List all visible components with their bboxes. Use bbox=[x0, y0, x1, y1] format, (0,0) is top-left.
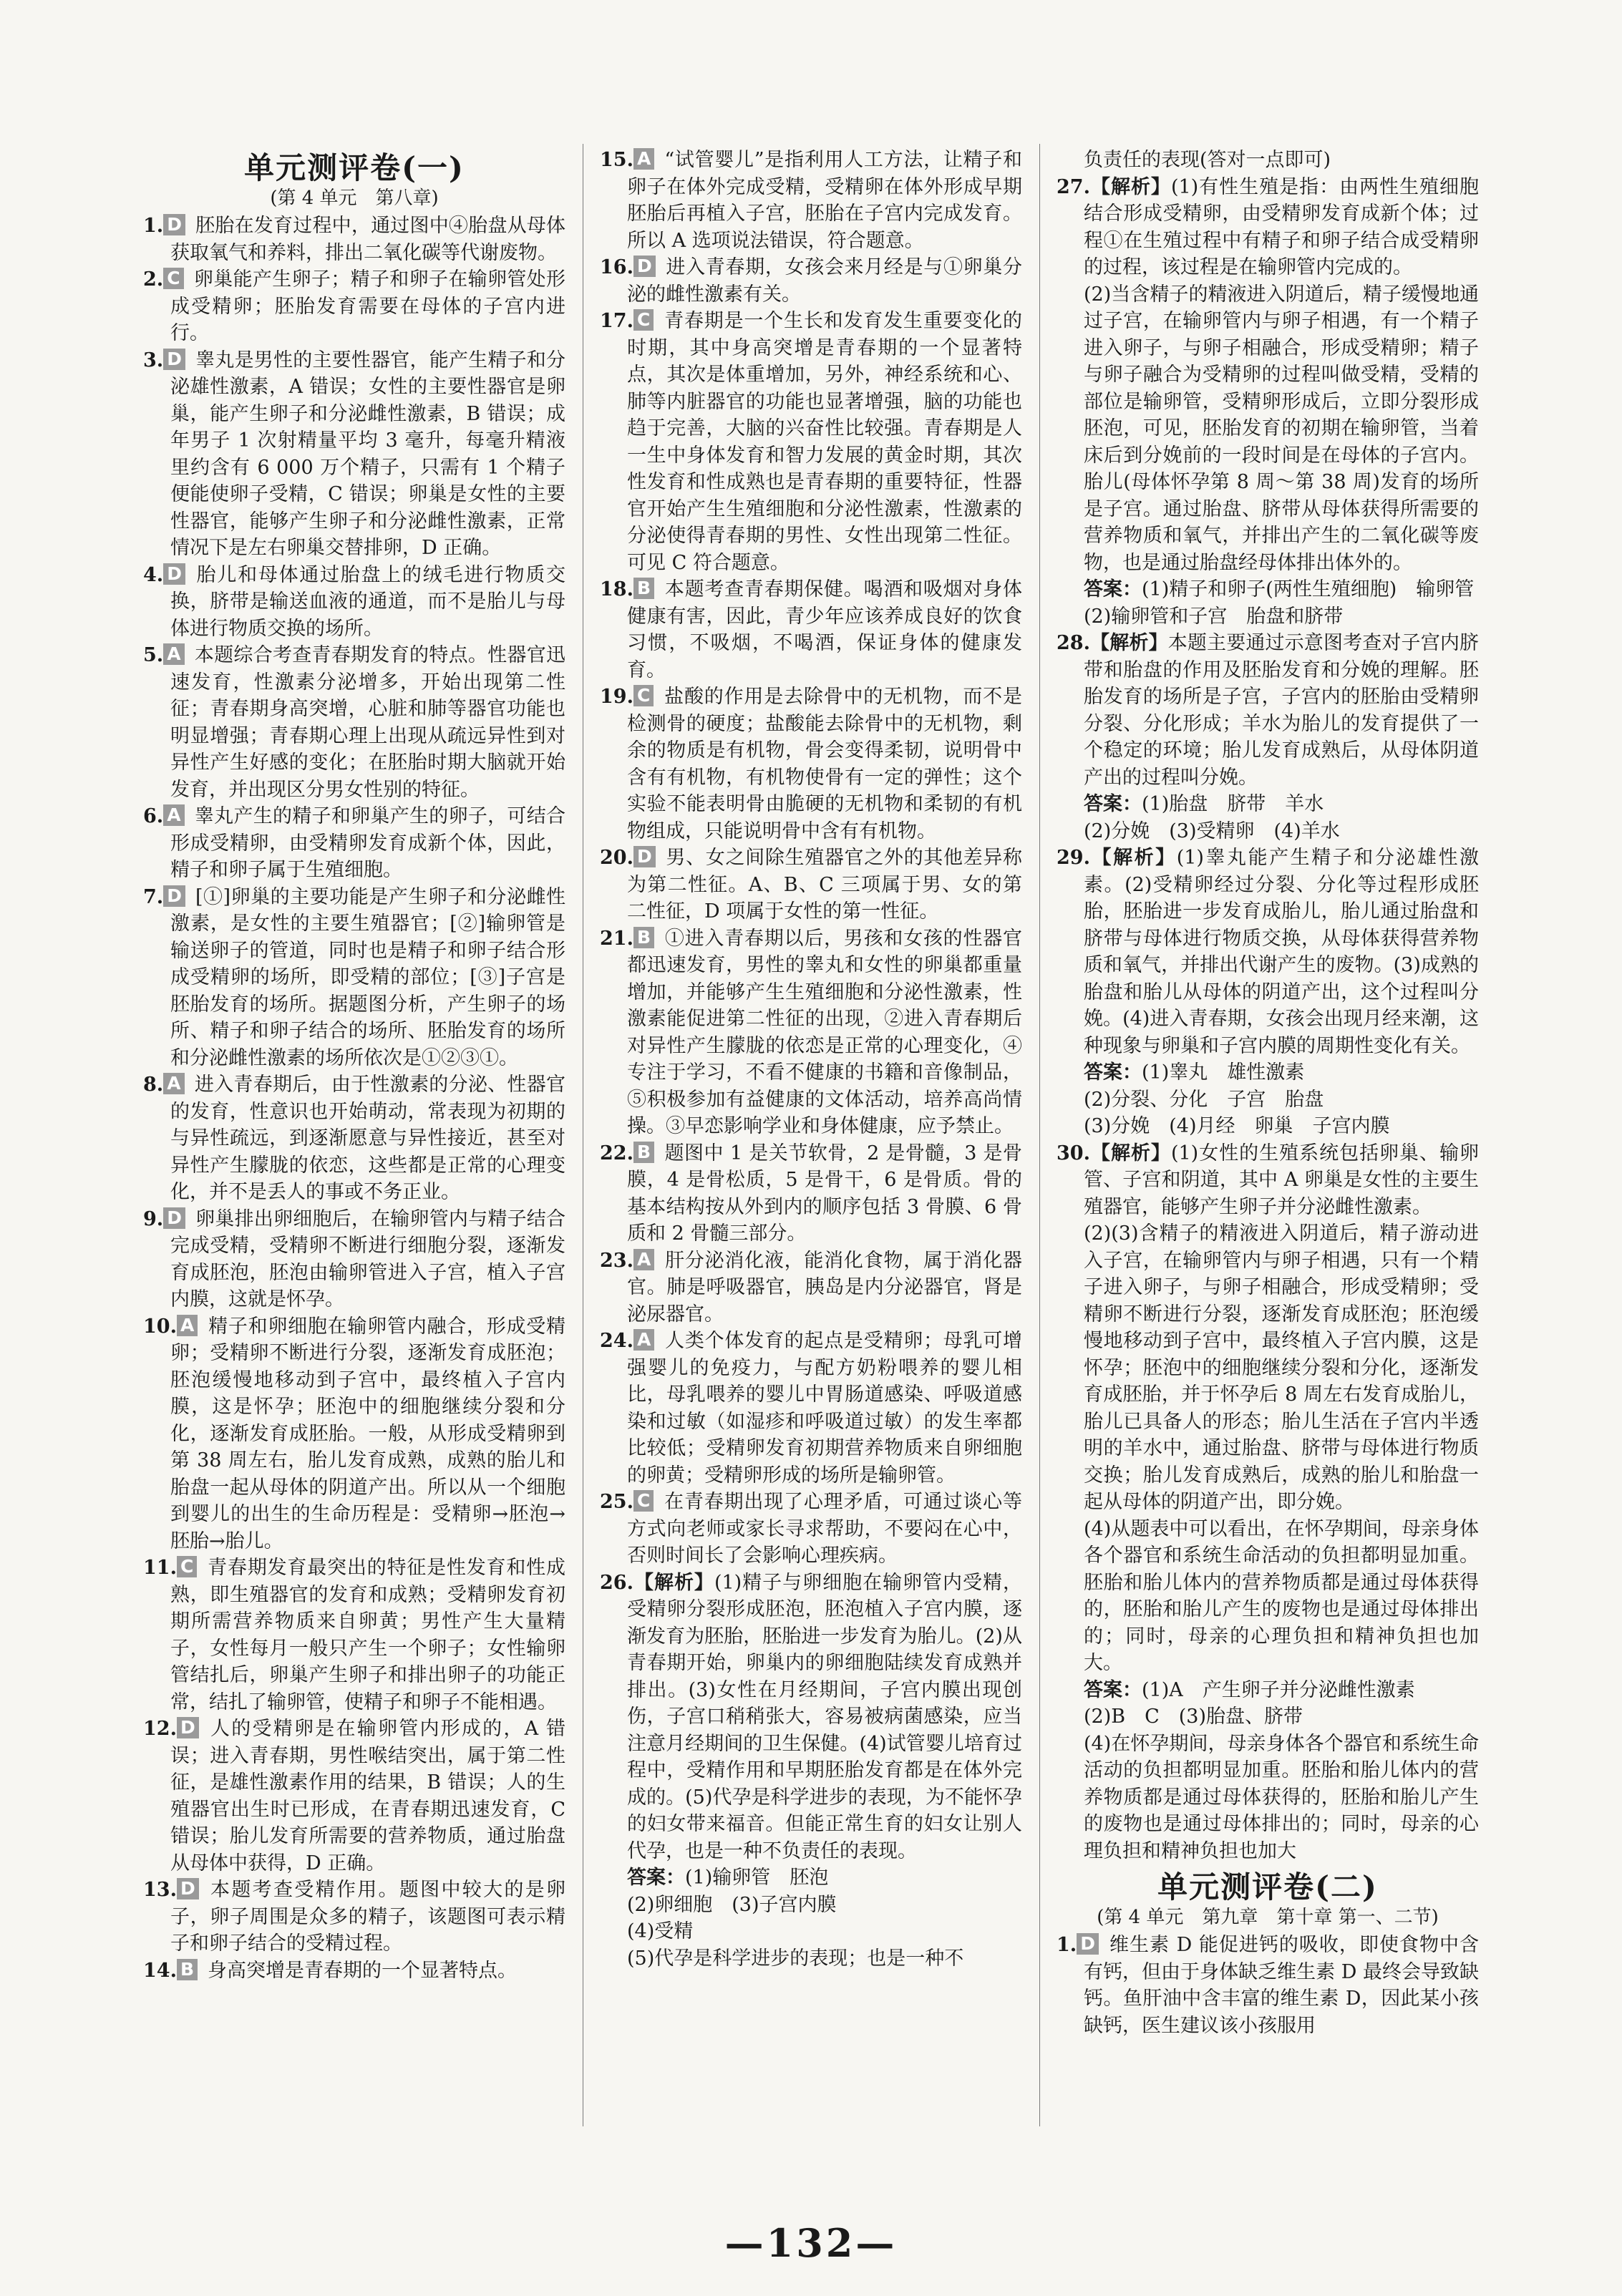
question-number: 9. bbox=[143, 1207, 164, 1230]
explanation-text: (1)女性的生殖系统包括卵巢、输卵管、子宫和阴道，其中 A 卵巢是女性的主要生殖器官，能够产生卵子并分泌雌性激素。 bbox=[1084, 1142, 1479, 1218]
question-item bbox=[143, 266, 565, 347]
question-item bbox=[600, 925, 1022, 1140]
answer-label: 答案： bbox=[1084, 793, 1142, 815]
answer-choice-badge: C bbox=[163, 268, 183, 289]
explanation-text: 题图中 1 是关节软骨，2 是骨髓，3 是骨膜，4 是骨松质，5 是骨干，6 是骨质。骨的基本结构按从外到内的顺序包括 3 骨膜、6 骨质和 2 骨髓三部分。 bbox=[627, 1142, 1022, 1245]
question-item bbox=[143, 1206, 565, 1313]
answer-choice-badge: B bbox=[633, 578, 654, 599]
answer-text: (1)睾丸 雄性激素 bbox=[1142, 1061, 1305, 1084]
question-item bbox=[600, 1570, 1022, 1865]
question-number: 2. bbox=[143, 268, 164, 291]
paragraph: (2)当含精子的精液进入阴道后，精子缓慢地通过子宫，在输卵管内与卵子相遇，有一个精子进入卵子，与卵子相融合，形成受精卵；精子与卵子融合为受精卵的过程叫做受精，受精的部位是输卵管，受精卵形成后，立即分裂形成胚泡，可见，胚胎发育的初期在输卵管，当着床后到分娩前的一段时间是在母体的子宫内。胎儿(母体怀孕第 8 周～第 38 周)发育的场所是子宫。通过胎盘、脐带从母体获得所需要的营养物质和氧气，并排出产生的二氧化碳等废物，也是通过胎盘经母体排出体外的。 bbox=[1084, 283, 1479, 574]
question-number: 28. bbox=[1057, 632, 1090, 654]
question-number: 30. bbox=[1057, 1142, 1090, 1164]
question-item bbox=[143, 642, 565, 803]
explanation-text: 肝分泌消化液，能消化食物，属于消化器官。肺是呼吸器官，胰岛是内分泌器官，肾是泌尿器官。 bbox=[627, 1249, 1022, 1325]
answer-label: 答案： bbox=[1084, 1061, 1142, 1084]
answer-choice-badge: B bbox=[177, 1959, 198, 1980]
explanation-text: 青春期是一个生长和发育发生重要变化的时期，其中身高突增是青春期的一个显著特点，其次是体重增加，另外，神经系统和心、肺等内脏器官的功能也显著增强，脑的功能也趋于完善，大脑的兴奋性比较强。青春期是人一生中身体发育和智力发展的黄金时期，其次性发育和性成熟也是青春期的重要特征，性器官开始产生生殖细胞和分泌性激素，性激素的分泌使得青春期的男性、女性出现第二性征。可见 C 符合题意。 bbox=[627, 310, 1022, 574]
explanation-text: 本题考查青春期保健。喝酒和吸烟对身体健康有害，因此，青少年应该养成良好的饮食习惯，不吸烟，不喝酒，保证身体的健康发育。 bbox=[627, 578, 1022, 681]
answer-choice-badge: D bbox=[177, 1717, 199, 1738]
answer-choice-badge: D bbox=[1077, 1933, 1099, 1955]
section-subtitle-2: (第 4 单元 第九章 第十章 第一、二节) bbox=[1097, 1907, 1439, 1928]
explanation-text: 卵巢能产生卵子；精子和卵子在输卵管处形成受精卵；胚胎发育需要在母体的子宫内进行。 bbox=[170, 268, 565, 344]
question-number: 29. bbox=[1057, 847, 1090, 869]
analysis-tag: 【解析】 bbox=[1089, 175, 1171, 198]
explanation-text: [①]卵巢的主要功能是产生卵子和分泌雌性激素，是女性的主要生殖器官；[②]输卵管是输送卵子的管道，同时也是精子和卵子结合形成受精卵的场所，即受精的部位；[③]子宫是胚胎发育的场所。据题图分析，产生卵子的场所、精子和卵子结合的场所、胚胎发育的场所和分泌雌性激素的场所依次是①②③①。 bbox=[170, 885, 565, 1069]
answer-choice-badge: D bbox=[177, 1878, 199, 1899]
answer-list bbox=[143, 213, 565, 1984]
question-item bbox=[143, 562, 565, 643]
answer-label: 答案： bbox=[1084, 1678, 1142, 1701]
answer-choice-badge: B bbox=[633, 927, 654, 948]
question-number: 25. bbox=[600, 1491, 633, 1513]
answer-choice-badge: A bbox=[177, 1315, 198, 1336]
question-item bbox=[143, 1555, 565, 1716]
answer-label: 答案： bbox=[1084, 578, 1142, 600]
section-title-2: 单元测评卷(二) bbox=[1157, 1869, 1378, 1905]
question-number: 18. bbox=[600, 578, 633, 600]
answer-text: (1)精子和卵子(两性生殖细胞) 输卵管 bbox=[1142, 578, 1475, 600]
answer-choice-badge: A bbox=[633, 1249, 654, 1270]
question-item bbox=[143, 1716, 565, 1877]
question-item bbox=[600, 308, 1022, 576]
answer-block bbox=[600, 1864, 1022, 1972]
answer-choice-badge: D bbox=[163, 885, 185, 907]
explanation-text: 维生素 D 能促进钙的吸收，即使食物中含有钙，但由于身体缺乏维生素 D 最终会导致缺钙。鱼肝油中含丰富的维生素 D，因此某小孩缺钙，医生建议该小孩服用 bbox=[1084, 1934, 1479, 2037]
answer-line: (4)受精 bbox=[627, 1920, 694, 1942]
question-number: 13. bbox=[143, 1879, 177, 1901]
question-number: 12. bbox=[143, 1718, 177, 1740]
question-number: 7. bbox=[143, 885, 164, 908]
answer-choice-badge: C bbox=[177, 1556, 197, 1577]
explanation-text: (1)有性生殖是指：由两性生殖细胞结合形成受精卵，由受精卵发育成新个体；过程①在生殖过程中有精子和卵子结合成受精卵的过程，该过程是在输卵管内完成的。 bbox=[1084, 175, 1479, 278]
question-item bbox=[143, 213, 565, 266]
paragraph: (2)(3)含精子的精液进入阴道后，精子游动进入子宫，在输卵管内与卵子相遇，只有一个精子进入卵子，与卵子相融合，形成受精卵；受精卵不断进行分裂，逐渐发育成胚泡；胚泡缓慢地移动到子宫中，最终植入子宫内膜，这是怀孕；胚泡中的细胞继续分裂和分化，逐渐发育成胚胎，并于怀孕后 8 周左右发育成胎儿，胎儿已具备人的形态；胎儿生活在子宫内半透明的羊水中，通过胎盘、脐带与母体进行物质交换；胎儿发育成熟后，成熟的胎儿和胎盘一起从母体的阴道产出，即分娩。 bbox=[1084, 1222, 1479, 1513]
answer-line bbox=[1057, 576, 1479, 603]
explanation-text: 男、女之间除生殖器官之外的其他差异称为第二性征。A、B、C 三项属于男、女的第二性征，D 项属于女性的第一性征。 bbox=[627, 847, 1022, 923]
answer-choice-badge: C bbox=[633, 1490, 654, 1512]
explanation-text: 进入青春期，女孩会来月经是与①卵巢分泌的雌性激素有关。 bbox=[627, 256, 1022, 306]
answer-choice-badge: D bbox=[163, 214, 185, 235]
question-item bbox=[143, 347, 565, 562]
explanation-text: 精子和卵细胞在输卵管内融合，形成受精卵；受精卵不断进行分裂，逐渐发育成胚泡；胚泡缓慢地移动到子宫中，最终植入子宫内膜，这是怀孕；胚泡中的细胞继续分裂和分化，逐渐发育成胚胎。一般，从形成受精卵到第 38 周左右，胎儿发育成熟，成熟的胎儿和胎盘一起从母体的阴道产出。所以从一个细胞到婴儿的出生的生命历程是：受精卵→胚泡→胚胎→胎儿。 bbox=[170, 1315, 565, 1552]
question-item bbox=[143, 884, 565, 1072]
question-item bbox=[600, 684, 1022, 845]
answer-choice-badge: C bbox=[633, 309, 654, 331]
answer-choice-badge: A bbox=[163, 643, 184, 665]
question-number: 6. bbox=[143, 805, 164, 827]
question-number: 21. bbox=[600, 927, 633, 950]
answer-line: (2)输卵管和子宫 胎盘和脐带 bbox=[1084, 605, 1344, 628]
question-number: 5. bbox=[143, 644, 164, 666]
explanation-text: 睾丸产生的精子和卵巢产生的卵子，可结合形成受精卵，由受精卵发育成新个体，因此，精子和卵子属于生殖细胞。 bbox=[170, 805, 565, 881]
column-divider bbox=[1039, 144, 1040, 2126]
question-number: 17. bbox=[600, 310, 633, 332]
explanation-text: 睾丸是男性的主要性器官，能产生精子和分泌雄性激素，A 错误；女性的主要性器官是卵巢，能产生卵子和分泌雌性激素，B 错误；成年男子 1 次射精量平均 3 毫升，每毫升精液里约含有 6 000 万个精子，只需有 1 个精子便能使卵子受精，C 错误；卵巢是女性的主要性器官，能够产生卵子和分泌雌性激素，正常情况下是左右卵巢交替排卵，D 正确。 bbox=[170, 349, 565, 559]
explanation-text: 人类个体发育的起点是受精卵；母乳可增强婴儿的免疫力，与配方奶粉喂养的婴儿相比，母乳喂养的婴儿中胃肠道感染、呼吸道感染和过敏（如湿疹和呼吸道过敏）的发生率都比较低；受精卵发育初期营养物质来自卵细胞的卵黄；受精卵形成的场所是输卵管。 bbox=[627, 1330, 1022, 1487]
question-number: 10. bbox=[143, 1315, 177, 1338]
answer-list bbox=[600, 147, 1022, 1864]
answer-choice-badge: D bbox=[633, 846, 656, 867]
answer-line bbox=[1057, 791, 1479, 818]
answer-choice-badge: D bbox=[163, 349, 185, 370]
analysis-tag: 【解析】 bbox=[633, 1571, 714, 1594]
answer-line: (2)B C (3)胎盘、脐带 bbox=[1084, 1706, 1303, 1728]
answer-list bbox=[1057, 174, 1479, 1865]
answer-line: (3)分娩 (4)月经 卵巢 子宫内膜 bbox=[1084, 1115, 1390, 1137]
question-item bbox=[1057, 174, 1479, 281]
answer-line: (2)分裂、分化 子宫 胎盘 bbox=[1084, 1088, 1324, 1111]
answer-line bbox=[600, 1864, 1022, 1892]
question-number: 8. bbox=[143, 1074, 164, 1096]
explanation-text: 人的受精卵是在输卵管内形成的，A 错误；进入青春期，男性喉结突出，属于第二性征，是雄性激素作用的结果，B 错误；人的生殖器官出生时已形成，在青春期迅速发育，C 错误；胎儿发育所需要的营养物质，通过胎盘从母体中获得，D 正确。 bbox=[170, 1718, 565, 1874]
question-number: 26. bbox=[600, 1571, 633, 1594]
question-number: 19. bbox=[600, 686, 633, 708]
question-item bbox=[600, 1247, 1022, 1328]
answer-choice-badge: A bbox=[633, 148, 654, 170]
analysis-tag: 【解析】 bbox=[1089, 847, 1177, 869]
answer-choice-badge: D bbox=[163, 563, 185, 585]
explanation-text: 盐酸的作用是去除骨中的无机物，而不是检测骨的硬度；盐酸能去除骨中的无机物，剩余的物质是有机物，骨会变得柔韧，说明骨中含有有机物，有机物使骨有一定的弹性；这个实验不能表明骨由脆硬的无机物和柔韧的有机物组成，只能说明骨中含有有机物。 bbox=[627, 686, 1022, 842]
question-item bbox=[1057, 845, 1479, 1059]
question-item bbox=[143, 1877, 565, 1957]
question-item bbox=[143, 1071, 565, 1206]
question-item bbox=[600, 576, 1022, 684]
question-number: 4. bbox=[143, 563, 164, 586]
explanation-text: (1)睾丸能产生精子和分泌雄性激素。(2)受精卵经过分裂、分化等过程形成胚胎，胚胎进一步发育成胎儿，胎儿通过胎盘和脐带与母体进行物质交换，从母体获得营养物质和氧气，并排出代谢产生的废物。(3)成熟的胎盘和胎儿从母体的阴道产出，这个过程叫分娩。(4)进入青春期，女孩会出现月经来潮，这种现象与卵巢和子宫内膜的周期性变化有关。 bbox=[1084, 847, 1479, 1057]
question-item bbox=[600, 1140, 1022, 1247]
explanation-text: 胎儿和母体通过胎盘上的绒毛进行物质交换，脐带是输送血液的通道，而不是胎儿与母体进行物质交换的场所。 bbox=[170, 563, 565, 640]
question-item bbox=[600, 1489, 1022, 1570]
question-number: 20. bbox=[600, 847, 633, 869]
answer-choice-badge: A bbox=[163, 1073, 184, 1094]
answer-line bbox=[1057, 1677, 1479, 1704]
answer-line: (2)分娩 (3)受精卵 (4)羊水 bbox=[1084, 819, 1340, 842]
question-number: 1. bbox=[143, 215, 164, 237]
paragraph: (4)从题表中可以看出，在怀孕期间，母亲身体各个器官和系统生命活动的负担都明显加重。胚胎和胎儿体内的营养物质都是通过母体获得的，胚胎和胎儿产生的废物也是通过母体排出的；同时，母亲的心理负担和精神负担也加大。 bbox=[1084, 1517, 1479, 1674]
question-item bbox=[143, 803, 565, 884]
page-body bbox=[143, 147, 1479, 2129]
explanation-text: 在青春期出现了心理矛盾，可通过谈心等方式向老师或家长寻求帮助，不要闷在心中，否则时间长了会影响心理疾病。 bbox=[627, 1491, 1022, 1567]
answer-text: (1)A 产生卵子并分泌雌性激素 bbox=[1142, 1678, 1415, 1701]
question-number: 23. bbox=[600, 1249, 633, 1272]
question-number: 24. bbox=[600, 1330, 633, 1352]
explanation-text: “试管婴儿”是指利用人工方法，让精子和卵子在体外完成受精，受精卵在体外形成早期胚胎后再植入子宫，胚胎在子宫内完成发育。所以 A 选项说法错误，符合题意。 bbox=[627, 149, 1022, 252]
explanation-text: 本题综合考查青春期发育的特点。性器官迅速发育，性激素分泌增多，开始出现第二性征；青春期身高突增，心脏和肺等器官功能也明显增强；青春期心理上出现从疏远异性到对异性产生好感的变化；在胚胎时期大脑就开始发育，并出现区分男女性别的特征。 bbox=[170, 644, 565, 801]
column-left bbox=[143, 147, 565, 2129]
continued-text: 负责任的表现(答对一点即可) bbox=[1084, 149, 1331, 171]
question-number: 3. bbox=[143, 349, 164, 371]
explanation-text: 本题主要通过示意图考查对子宫内脐带和胎盘的作用及胚胎发育和分娩的理解。胚胎发育的场所是子宫，子宫内的胚胎由受精卵分裂、分化形成；羊水为胎儿的发育提供了一个稳定的环境；胎儿发育成熟后，从母体阴道产出的过程叫分娩。 bbox=[1084, 632, 1479, 789]
explanation-text: 本题考查受精作用。题图中较大的是卵子，卵子周围是众多的精子，该题图可表示精子和卵子结合的受精过程。 bbox=[170, 1879, 565, 1955]
analysis-tag: 【解析】 bbox=[1089, 1142, 1171, 1164]
answer-label: 答案： bbox=[627, 1867, 685, 1889]
answer-line: (4)在怀孕期间，母亲身体各个器官和系统生命活动的负担都明显加重。胚胎和胎儿体内的营养物质都是通过母体获得的，胚胎和胎儿产生的废物也是通过母体排出的；同时，母亲的心理负担和精神负担也加大 bbox=[1084, 1732, 1479, 1862]
explanation-text: (1)精子与卵细胞在输卵管内受精，受精卵分裂形成胚泡，胚泡植入子宫内膜，逐渐发育为胚胎，胚胎进一步发育为胎儿。(2)从青春期开始，卵巢内的卵细胞陆续发育成熟并排出。(3)女性在月经期间，子宫内膜出现创伤，子宫口稍稍张大，容易被病菌感染，应当注意月经期间的卫生保健。(4)试管婴儿培育过程中，受精作用和早期胚胎发育都是在体外完成的。(5)代孕是科学进步的表现，为不能怀孕的妇女带来福音。但能正常生育的妇女让别人代孕，也是一种不负责任的表现。 bbox=[627, 1571, 1022, 1862]
answer-line: (5)代孕是科学进步的表现；也是一种不 bbox=[627, 1947, 964, 1970]
answer-choice-badge: A bbox=[163, 804, 184, 826]
question-item bbox=[600, 254, 1022, 308]
question-item bbox=[1057, 1932, 1479, 2039]
answer-choice-badge: B bbox=[633, 1142, 654, 1163]
answer-text: (1)输卵管 胚泡 bbox=[685, 1867, 829, 1889]
question-item bbox=[1057, 1140, 1479, 1221]
explanation-text: 胚胎在发育过程中，通过图中④胎盘从母体获取氧气和养料，排出二氧化碳等代谢废物。 bbox=[170, 215, 565, 264]
question-item bbox=[600, 147, 1022, 254]
question-item bbox=[600, 845, 1022, 925]
answer-choice-badge: C bbox=[633, 685, 654, 706]
explanation-text: ①进入青春期以后，男孩和女孩的性器官都迅速发育，男性的睾丸和女性的卵巢都重量增加，并能够产生生殖细胞和分泌性激素，性激素能促进第二性征的出现，②进入青春期后对异性产生朦胧的依恋是正常的心理变化，④专注于学习，不看不健康的书籍和音像制品，⑤积极参加有益健康的文体活动，培养高尚情操。③早恋影响学业和身体健康，应予禁止。 bbox=[627, 927, 1022, 1137]
question-number: 27. bbox=[1057, 175, 1090, 198]
answer-choice-badge: D bbox=[163, 1207, 185, 1229]
answer-list-2 bbox=[1057, 1932, 1479, 2039]
explanation-text: 卵巢排出卵细胞后，在输卵管内与精子结合完成受精，受精卵不断进行细胞分裂，逐渐发育成胚泡，胚泡由输卵管进入子宫，植入子宫内膜，这就是怀孕。 bbox=[170, 1207, 565, 1310]
answer-choice-badge: A bbox=[633, 1329, 654, 1351]
question-number: 11. bbox=[143, 1557, 177, 1579]
section-subtitle: (第 4 单元 第八章) bbox=[270, 188, 439, 209]
explanation-text: 青春期发育最突出的特征是性发育和性成熟，即生殖器官的发育和成熟；受精卵发育初期所需营养物质来自卵黄；男性产生大量精子，女性每月一般只产生一个卵子；女性输卵管结扎后，卵巢产生卵子和排出卵子的功能正常，结扎了输卵管，使精子和卵子不能相遇。 bbox=[170, 1557, 565, 1713]
question-number: 15. bbox=[600, 149, 633, 171]
section-title: 单元测评卷(一) bbox=[244, 150, 465, 185]
question-number: 22. bbox=[600, 1142, 633, 1164]
answer-line: (2)卵细胞 (3)子宫内膜 bbox=[627, 1893, 837, 1916]
question-item bbox=[143, 1313, 565, 1555]
answer-text: (1)胎盘 脐带 羊水 bbox=[1142, 793, 1324, 815]
question-number: 14. bbox=[143, 1959, 177, 1982]
answer-choice-badge: D bbox=[633, 256, 656, 277]
page-number: —132— bbox=[724, 2220, 898, 2266]
question-item bbox=[143, 1957, 565, 1985]
question-number: 16. bbox=[600, 256, 633, 278]
question-item bbox=[600, 1328, 1022, 1489]
analysis-tag: 【解析】 bbox=[1089, 632, 1168, 654]
question-number: 1. bbox=[1057, 1934, 1077, 1956]
question-item bbox=[1057, 630, 1479, 791]
column-right bbox=[1057, 147, 1479, 2129]
answer-line bbox=[1057, 1059, 1479, 1086]
column-middle bbox=[600, 147, 1022, 2129]
explanation-text: 身高突增是青春期的一个显著特点。 bbox=[208, 1959, 518, 1982]
explanation-text: 进入青春期后，由于性激素的分泌、性器官的发育，性意识也开始萌动，常表现为初期的与异性疏远，到逐渐愿意与异性接近，甚至对异性产生朦胧的依恋，这些都是正常的心理变化，并不是丢人的事或不务正业。 bbox=[170, 1074, 565, 1203]
